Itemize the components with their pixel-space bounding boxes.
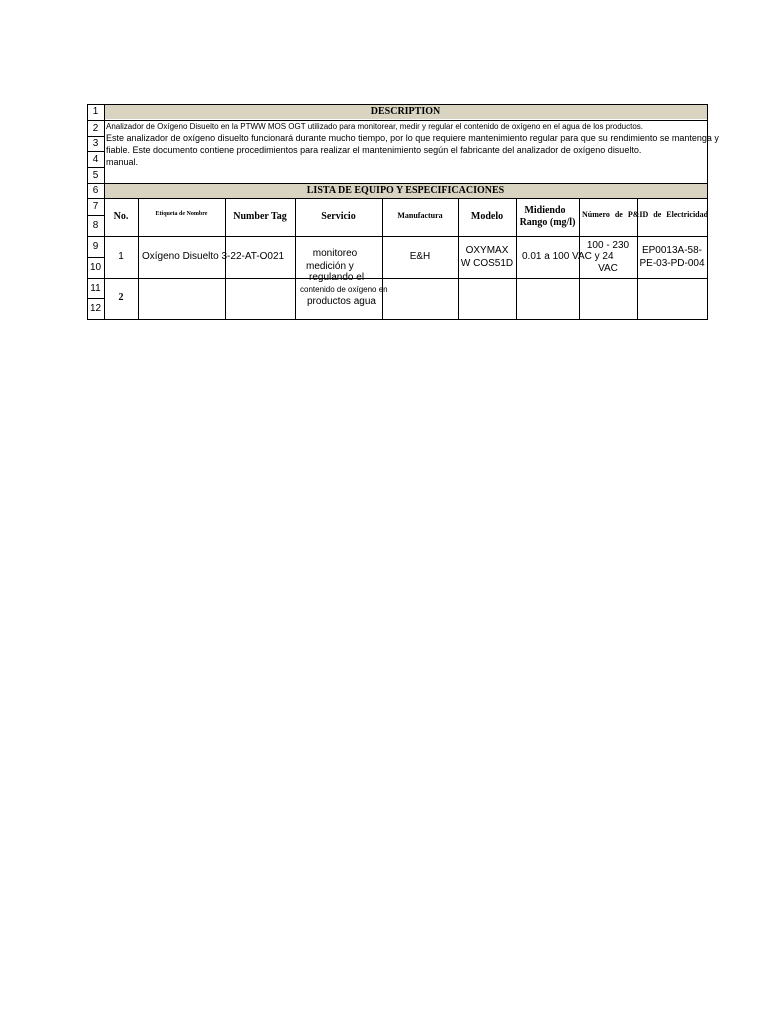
row-number: 10 xyxy=(89,262,102,273)
grid-line xyxy=(87,257,104,258)
header-model: Modelo xyxy=(470,211,504,222)
row-number: 7 xyxy=(92,201,99,212)
description-line: Analizador de Oxígeno Disuelto en la PTWW MOS OGT utilizado para monitorear, medir y regular el contenido de oxígeno en el agua de los productos. xyxy=(106,122,644,131)
row1-service-line: monitoreo xyxy=(312,248,358,259)
row1-service-line: contenido de oxígeno en xyxy=(300,285,388,294)
description-line: manual. xyxy=(106,157,139,167)
grid-line xyxy=(87,183,708,184)
row1-service-line: regulando el xyxy=(309,272,365,283)
row-number: 4 xyxy=(92,154,99,165)
row-number: 12 xyxy=(89,303,102,314)
grid-line xyxy=(104,120,707,121)
row1-manufacturer: E&H xyxy=(409,251,431,262)
row1-model-line: W COS51D xyxy=(460,258,514,269)
grid-line xyxy=(87,136,104,137)
grid-line xyxy=(87,319,708,320)
header-service: Servicio xyxy=(321,211,356,222)
row1-service-line: productos agua xyxy=(307,296,376,307)
header-name: Etiqueta de Nombre xyxy=(155,211,208,217)
row-number: 1 xyxy=(92,106,99,117)
row-number: 5 xyxy=(92,170,99,181)
row-number: 6 xyxy=(92,185,99,196)
row2-no: 2 xyxy=(118,292,124,303)
row1-power-line: VAC xyxy=(598,263,618,274)
row1-pid-line: PE-03-PD-004 xyxy=(639,258,705,269)
row-number: 2 xyxy=(92,123,99,134)
header-manufacturer: Manufactura xyxy=(397,211,443,220)
row1-name-tag: Oxígeno Disuelto 3-22-AT-O021 xyxy=(142,251,285,262)
description-line: Este analizador de oxígeno disuelto funcionará durante mucho tiempo, por lo que requiere mantenimiento regular para que su rendimiento se mantenga y xyxy=(106,133,719,143)
grid-line xyxy=(87,215,104,216)
header-range-line1: Midiendo xyxy=(524,205,566,216)
grid-line xyxy=(87,120,104,121)
grid-line xyxy=(87,298,104,299)
description-line: fiable. Este documento contiene procedimientos para realizar el mantenimiento según el fabricante del analizador de oxígeno disuelto. xyxy=(106,145,642,155)
grid-line xyxy=(87,151,104,152)
header-no: No. xyxy=(113,211,129,222)
row1-model-line: OXYMAX xyxy=(465,245,509,256)
row1-range: 0.01 a 100 VAC y 24 xyxy=(522,251,614,262)
row1-power-line: 100 - 230 xyxy=(586,240,630,251)
row1-service-line: medición y xyxy=(306,261,354,272)
grid-line xyxy=(87,198,708,199)
grid-line xyxy=(87,236,708,237)
row-number: 9 xyxy=(92,241,99,252)
row1-no: 1 xyxy=(118,251,124,262)
grid-line xyxy=(87,167,104,168)
row-number: 8 xyxy=(92,220,99,231)
header-range-line2: Rango (mg/l) xyxy=(519,217,576,228)
row-number: 3 xyxy=(92,138,99,149)
grid-line xyxy=(87,278,708,279)
header-tag: Number Tag xyxy=(233,211,287,222)
header-pid: Número de P&ID de Electricidad xyxy=(582,210,709,219)
grid-line xyxy=(87,104,708,105)
equipment-title: LISTA DE EQUIPO Y ESPECIFICACIONES xyxy=(306,185,505,196)
description-title: DESCRIPTION xyxy=(370,106,441,117)
row1-pid-line: EP0013A-58- xyxy=(641,245,703,256)
row-number: 11 xyxy=(90,283,101,294)
